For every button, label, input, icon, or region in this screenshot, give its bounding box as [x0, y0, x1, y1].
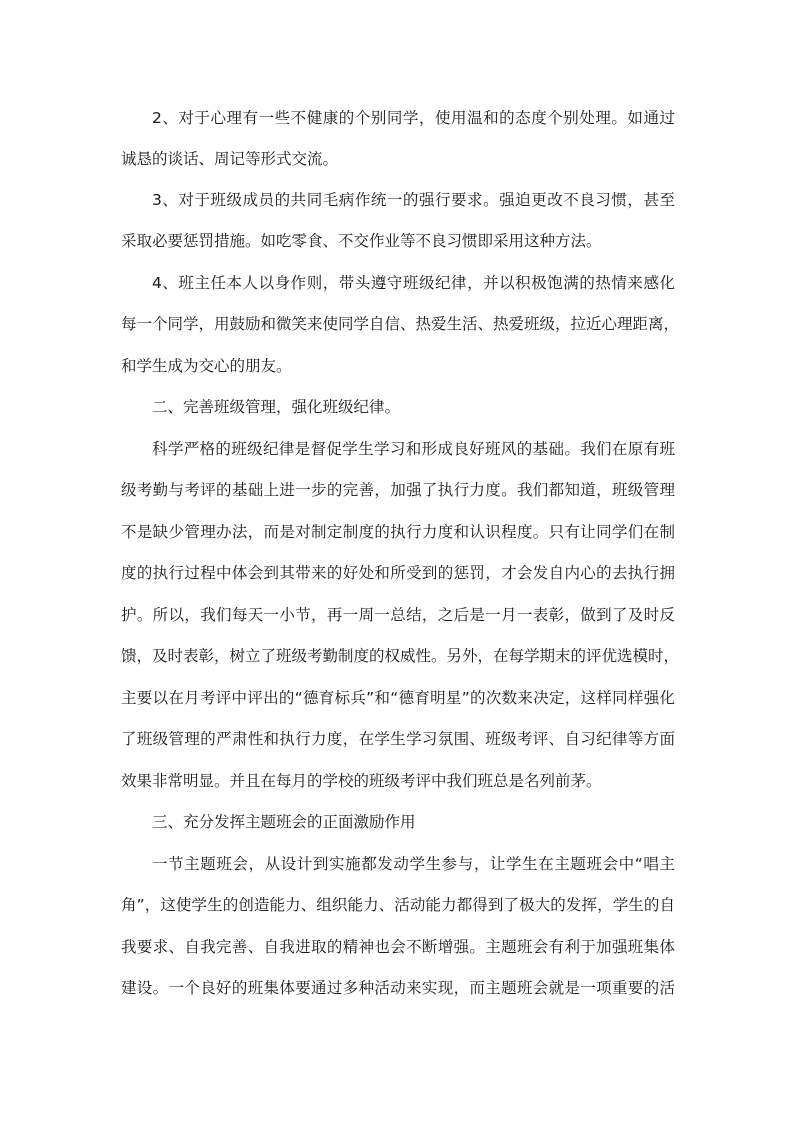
paragraph-line: 级考勤与考评的基础上进一步的完善，加强了执行力度。我们都知道，班级管理 — [121, 481, 675, 499]
paragraph-line: 3、对于班级成员的共同毛病作统一的强行要求。强迫更改不良习惯，甚至 — [152, 191, 675, 209]
paragraph-line: 4、班主任本人以身作则，带头遵守班级纪律，并以积极饱满的热情来感化 — [152, 274, 675, 292]
paragraph-line: 建设。一个良好的班集体要通过多种活动来实现，而主题班会就是一项重要的活 — [121, 979, 675, 997]
paragraph-line: 每一个同学，用鼓励和微笑来使同学自信、热爱生活、热爱班级，拉近心理距离， — [121, 315, 680, 333]
paragraph-line: 主要以在月考评中评出的“德育标兵”和“德育明星”的次数来决定，这样同样强化 — [121, 689, 675, 707]
paragraph-line: 2、对于心理有一些不健康的个别同学，使用温和的态度个别处理。如通过 — [152, 109, 675, 127]
paragraph-line: 诚恳的谈话、周记等形式交流。 — [121, 150, 339, 168]
paragraph-line: 不是缺少管理办法，而是对制定制度的执行力度和认识程度。只有让同学们在制 — [121, 523, 675, 541]
paragraph-line: 我要求、自我完善、自我进取的精神也会不断增强。主题班会有利于加强班集体 — [121, 938, 675, 956]
paragraph-line: 采取必要惩罚措施。如吃零食、不交作业等不良习惯即采用这种方法。 — [121, 232, 602, 250]
paragraph-line: 度的执行过程中体会到其带来的好处和所受到的惩罚，才会发自内心的去执行拥 — [121, 564, 675, 582]
section-heading: 三、充分发挥主题班会的正面激励作用 — [152, 813, 416, 831]
paragraph-line: 馈，及时表彰，树立了班级考勤制度的权威性。另外，在每学期末的评优选模时， — [121, 647, 680, 665]
paragraph-line: 和学生成为交心的朋友。 — [121, 357, 292, 375]
section-heading: 二、完善班级管理，强化班级纪律。 — [152, 398, 401, 416]
paragraph-line: 效果非常明显。并且在每月的学校的班级考评中我们班总是名列前茅。 — [121, 772, 602, 790]
paragraph-line: 科学严格的班级纪律是督促学生学习和形成良好班风的基础。我们在原有班 — [152, 440, 675, 458]
paragraph-line: 了班级管理的严肃性和执行力度，在学生学习氛围、班级考评、自习纪律等方面 — [121, 730, 675, 748]
paragraph-line: 护。所以，我们每天一小节，再一周一总结，之后是一月一表彰，做到了及时反 — [121, 606, 675, 624]
paragraph-line: 角”，这使学生的创造能力、组织能力、活动能力都得到了极大的发挥，学生的自 — [121, 896, 675, 914]
paragraph-line: 一节主题班会，从设计到实施都发动学生参与，让学生在主题班会中“唱主 — [152, 855, 675, 873]
